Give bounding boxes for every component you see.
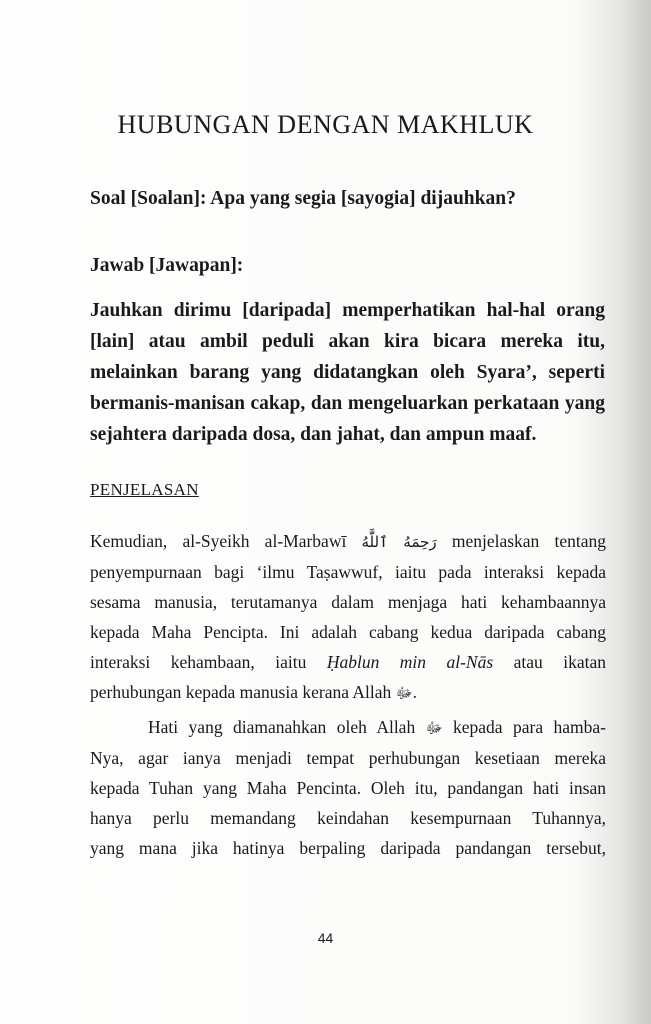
honorific-symbol: رَحِمَهُ ٱللَّٰهُ: [361, 533, 437, 551]
answer-line: sejahtera daripada dosa, dan jahat, dan ampun maaf.: [90, 424, 537, 445]
text-run: atau ikatan: [513, 652, 607, 672]
paragraph-line: yang mana jika hatinya berpaling daripada pandangan tersebut,: [90, 838, 606, 858]
section-heading: PENJELASAN: [90, 480, 199, 499]
answer-line: [lain] atau ambil peduli akan kira bicara mereka itu,: [90, 331, 605, 352]
text-run: .: [412, 682, 417, 702]
page-number: 44: [317, 930, 334, 946]
paragraph-line: kepada Tuhan yang Maha Pencinta. Oleh itu, pandangan hati insan: [90, 778, 606, 798]
text-run: perhubungan kepada manusia kerana Allah: [90, 682, 392, 702]
paragraph-line: [90, 526, 606, 557]
text-run: kepada para hamba-: [453, 717, 607, 737]
italic-term: Ḥablun min al-Nās: [326, 652, 494, 672]
paragraph-line: Nya, agar ianya menjadi tempat perhubungan kesetiaan mereka: [90, 748, 606, 768]
answer-line: melainkan barang yang didatangkan oleh Syara’, seperti: [90, 362, 605, 383]
explanation-paragraph-2: [90, 712, 606, 863]
answer-label: Jawab [Jawapan]:: [90, 255, 244, 276]
paragraph-line: [90, 677, 606, 708]
explanation-paragraph-1: [90, 526, 606, 708]
text-run: Hati yang diamanahkan oleh Allah: [148, 717, 416, 737]
question-text: Soal [Soalan]: Apa yang segia [sayogia] dijauhkan?: [90, 188, 516, 209]
paragraph-line: sesama manusia, terutamanya dalam menjaga hati kehambaannya: [90, 592, 606, 612]
text-run: menjelaskan tentang: [451, 531, 606, 551]
answer-line: Jauhkan dirimu [daripada] memperhatikan hal-hal orang: [90, 300, 605, 321]
honorific-symbol: ﷻ: [395, 684, 413, 702]
paragraph-line: hanya perlu memandang keindahan kesempurnaan Tuhannya,: [90, 808, 606, 828]
paragraph-line: kepada Maha Pencipta. Ini adalah cabang kedua daripada cabang: [90, 622, 606, 642]
paragraph-line: [90, 647, 606, 677]
paragraph-line: [90, 712, 606, 743]
text-run: interaksi kehambaan, iaitu: [90, 652, 307, 672]
text-run: Kemudian, al-Syeikh al-Marbawī: [90, 531, 347, 551]
paragraph-line: penyempurnaan bagi ‘ilmu Taṣawwuf, iaitu pada interaksi kepada: [90, 562, 606, 582]
answer-block: [90, 295, 605, 450]
answer-line: bermanis-manisan cakap, dan mengeluarkan perkataan yang: [90, 393, 605, 414]
chapter-title: HUBUNGAN DENGAN MAKHLUK: [117, 110, 534, 139]
honorific-symbol: ﷻ: [425, 719, 443, 737]
